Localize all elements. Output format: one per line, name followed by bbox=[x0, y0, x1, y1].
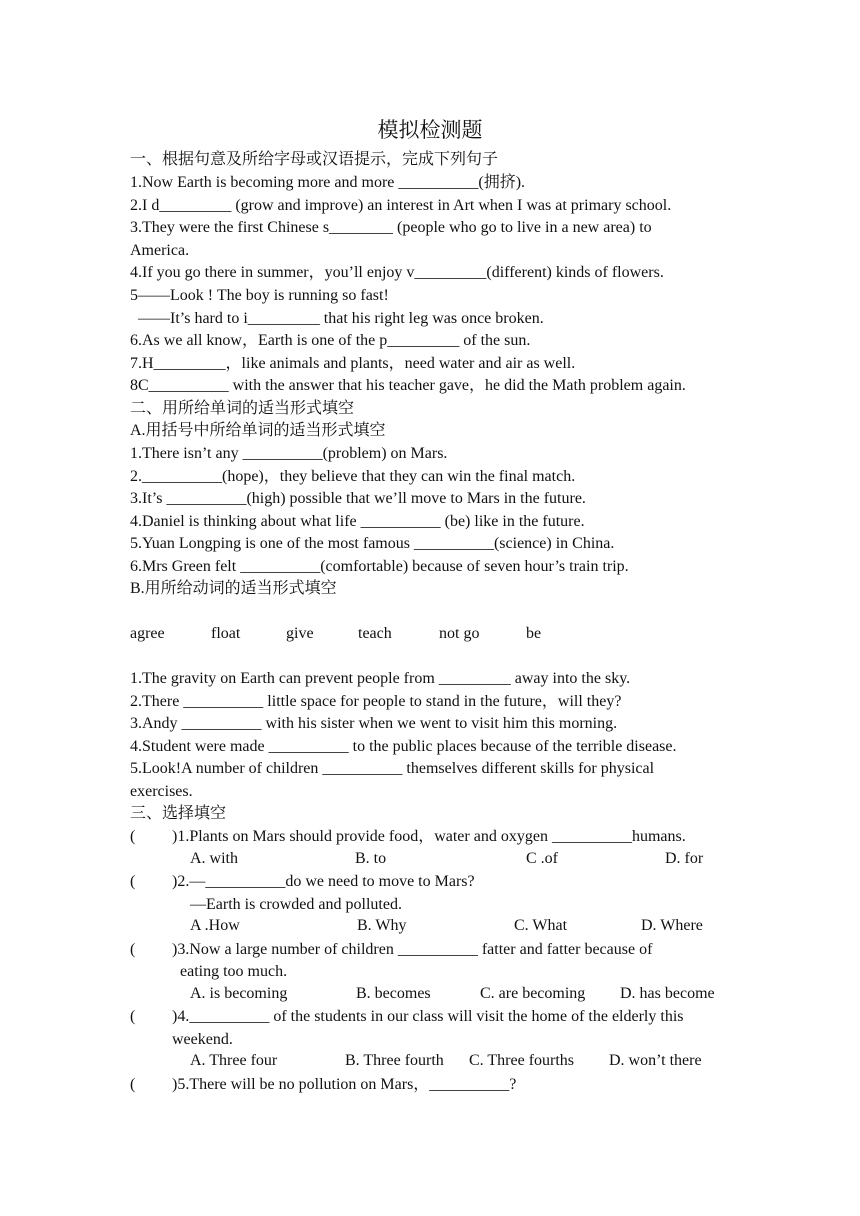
word-bank-item: give bbox=[286, 625, 314, 642]
option-a: A. is becoming bbox=[190, 985, 288, 1002]
option-c: C. What bbox=[514, 917, 568, 934]
word-bank-item: float bbox=[211, 625, 241, 642]
s1-line: ——It’s hard to i_________ that his right leg was once broken. bbox=[138, 310, 544, 327]
s2b-line: 5.Look!A number of children __________ themselves different skills for physical bbox=[130, 760, 655, 777]
option-d: D. Where bbox=[641, 917, 703, 934]
question-1-text: )1.Plants on Mars should provide food，water and oxygen __________humans. bbox=[172, 828, 686, 845]
question-3-text: )3.Now a large number of children __________ fatter and fatter because of bbox=[172, 941, 653, 958]
answer-bracket: ( bbox=[130, 1076, 136, 1093]
option-b: B. Why bbox=[357, 917, 407, 934]
section1-heading: 一、根据句意及所给字母或汉语提示，完成下列句子 bbox=[130, 151, 499, 168]
option-c: C. are becoming bbox=[480, 985, 586, 1002]
question-2-cont: —Earth is crowded and polluted. bbox=[190, 896, 402, 913]
option-c: C .of bbox=[526, 850, 558, 867]
s2a-line: 3.It’s __________(high) possible that we’ll move to Mars in the future. bbox=[130, 490, 586, 507]
word-bank-item: agree bbox=[130, 625, 165, 642]
answer-bracket: ( bbox=[130, 941, 136, 958]
answer-bracket: ( bbox=[130, 873, 136, 890]
s1-line: 8C__________ with the answer that his teacher gave，he did the Math problem again. bbox=[130, 377, 686, 394]
option-c: C. Three fourths bbox=[469, 1052, 575, 1069]
s2b-line: 2.There __________ little space for people to stand in the future，will they? bbox=[130, 693, 622, 710]
question-4-cont: weekend. bbox=[172, 1031, 233, 1048]
word-bank-item: teach bbox=[358, 625, 392, 642]
answer-bracket: ( bbox=[130, 1008, 136, 1025]
page-title: 模拟检测题 bbox=[377, 118, 483, 142]
option-a: A .How bbox=[190, 917, 240, 934]
option-a: A. Three four bbox=[190, 1052, 278, 1069]
question-3-cont: eating too much. bbox=[180, 963, 288, 980]
option-d: D. for bbox=[665, 850, 704, 867]
question-5-text: )5.There will be no pollution on Mars，__________? bbox=[172, 1076, 517, 1093]
s2b-line: 3.Andy __________ with his sister when we went to visit him this morning. bbox=[130, 715, 618, 732]
s2b-line: exercises. bbox=[130, 783, 193, 800]
s1-line: 3.They were the first Chinese s________ (people who go to live in a new area) to bbox=[130, 219, 652, 236]
option-a: A. with bbox=[190, 850, 238, 867]
question-4-text: )4.__________ of the students in our class will visit the home of the elderly this bbox=[172, 1008, 684, 1025]
section3-heading: 三、选择填空 bbox=[130, 805, 227, 822]
word-bank-item: be bbox=[526, 625, 542, 642]
s2b-line: 4.Student were made __________ to the public places because of the terrible disease. bbox=[130, 738, 677, 755]
s2a-line: 5.Yuan Longping is one of the most famous __________(science) in China. bbox=[130, 535, 615, 552]
s1-line: 1.Now Earth is becoming more and more __________(拥挤). bbox=[130, 174, 526, 191]
option-b: B. Three fourth bbox=[345, 1052, 444, 1069]
s1-line: America. bbox=[130, 242, 190, 259]
s2a-line: 1.There isn’t any __________(problem) on Mars. bbox=[130, 445, 448, 462]
s2b-line: 1.The gravity on Earth can prevent people from _________ away into the sky. bbox=[130, 670, 631, 687]
answer-bracket: ( bbox=[130, 828, 136, 845]
option-b: B. becomes bbox=[356, 985, 431, 1002]
s1-line: 5——Look ! The boy is running so fast! bbox=[130, 287, 389, 304]
s1-line: 2.I d_________ (grow and improve) an interest in Art when I was at primary school. bbox=[130, 197, 672, 214]
question-2-text: )2.—__________do we need to move to Mars? bbox=[172, 873, 475, 890]
s1-line: 4.If you go there in summer，you’ll enjoy v_________(different) kinds of flowers. bbox=[130, 264, 664, 281]
option-d: D. has become bbox=[620, 985, 715, 1002]
option-b: B. to bbox=[355, 850, 387, 867]
section2-heading: 二、用所给单词的适当形式填空 bbox=[130, 400, 355, 417]
s2a-line: 4.Daniel is thinking about what life __________ (be) like in the future. bbox=[130, 513, 585, 530]
s2a-line: 6.Mrs Green felt __________(comfortable) because of seven hour’s train trip. bbox=[130, 558, 629, 575]
section2b-heading: B.用所给动词的适当形式填空 bbox=[130, 580, 337, 597]
s2a-line: 2.__________(hope)，they believe that they can win the final match. bbox=[130, 468, 576, 485]
s1-line: 7.H_________，like animals and plants，need water and air as well. bbox=[130, 355, 576, 372]
s1-line: 6.As we all know，Earth is one of the p_________ of the sun. bbox=[130, 332, 531, 349]
option-d: D. won’t there bbox=[609, 1052, 702, 1069]
word-bank-item: not go bbox=[439, 625, 480, 642]
section2a-heading: A.用括号中所给单词的适当形式填空 bbox=[130, 422, 386, 439]
